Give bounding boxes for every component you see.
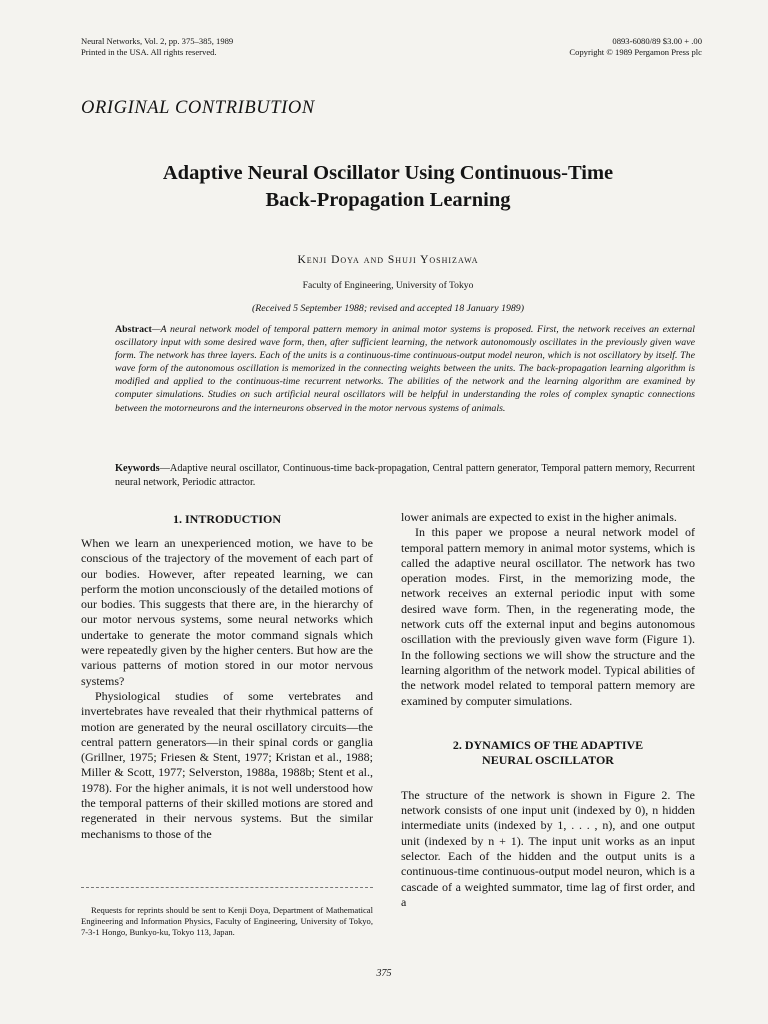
- journal-citation: [81, 36, 233, 58]
- paper-title: [80, 160, 696, 214]
- dynamics-paragraph-1: The structure of the network is shown in Figure 2. The network consists of one input unit (indexed by 0), n hidden intermediate units (indexed by 1, . . . , n), and one output unit (indexed by n + 1). The input unit works as an input selector. Each of the hidden and the output units is a continuous-time continuous-output model neuron, which is a cascade of a weighted summator, time lag of first order, and a: [401, 787, 695, 909]
- copyright-line: Copyright © 1989 Pergamon Press plc: [569, 47, 702, 57]
- abstract: [115, 323, 695, 415]
- dynamics-heading-line-2: NEURAL OSCILLATOR: [482, 752, 614, 767]
- intro-heading: 1. INTRODUCTION: [172, 512, 281, 526]
- article-type: ORIGINAL CONTRIBUTION: [81, 98, 315, 118]
- dynamics-heading-line-1: 2. DYNAMICS OF THE ADAPTIVE: [452, 737, 644, 752]
- intro-paragraph-2: Physiological studies of some vertebrates and invertebrates have revealed that their rhythmical patterns of motion are generated by the neural oscillatory circuits—the central pattern generators—in their spinal cords or ganglia (Grillner, 1975; Friesen & Stent, 1977; Kristan et al., 1988; Miller & Scott, 1977; Selverston, 1988a, 1988b; Stent et al., 1978). For the higher animals, it is not well understood how the temporal patterns of their skilled motions are stored and regenerated in their nervous systems. But the similar mechanisms to those of the: [81, 688, 373, 841]
- citation-line: Neural Networks, Vol. 2, pp. 375–385, 1989: [81, 36, 234, 46]
- keywords-text: —Adaptive neural oscillator, Continuous-time back-propagation, Central pattern generator, Temporal pattern memory, Recurrent neural network, Periodic attractor.: [115, 463, 695, 488]
- keywords: [115, 462, 695, 490]
- affiliation: Faculty of Engineering, University of Tokyo: [302, 280, 474, 291]
- dynamics-heading: [401, 738, 695, 768]
- keywords-label: Keywords: [115, 463, 160, 474]
- intro-paragraph-1: When we learn an unexperienced motion, we have to be conscious of the trajectory of the movement of each part of our bodies. However, after repeated learning, we can perform the motion unconsciously of the detailed motions of our bodies. This suggests that there are, in the hierarchy of our motor nervous systems, some neural networks which undertake to generate the motor command signals which were repeatedly given by the higher centers. But how are the various patterns of motion stored in our motor nervous systems?: [81, 536, 373, 688]
- abstract-text: —A neural network model of temporal pattern memory in animal motor systems is proposed. First, the network receives an external oscillatory input with some desired wave form, then, after sufficient learning, the network autonomously oscillates in the previously given wave form. The network has three layers. Each of the units is a continuous-time continuous-output model neuron, which is not oscillatory by itself. The wave form of the autonomous oscillation is memorized in the connecting weights between the units. The back-propagation learning algorithm is modified and applied to the continuous-time recurrent networks. The abilities of the network and the learning algorithm are examined by computer simulations. Studies on such artificial neural oscillators will be helpful in understanding the roles of complex synaptic connections between the motorneurons and the interneurons observed in the motor nervous systems of animals.: [115, 324, 695, 414]
- title-line-1: Adaptive Neural Oscillator Using Continuous-Time: [162, 162, 614, 184]
- issn-line: 0893-6080/89 $3.00 + .00: [612, 36, 702, 46]
- footnote: Requests for reprints should be sent to Kenji Doya, Department of Mathematical Engineering and Information Physics, Faculty of Engineering, University of Tokyo, 7-3-1 Hongo, Bunkyo-ku, Tokyo 113, Japan.: [81, 905, 373, 937]
- intro-paragraph-cont: lower animals are expected to exist in the higher animals.: [401, 510, 677, 524]
- page-number: 375: [376, 968, 392, 979]
- right-column: [401, 510, 695, 910]
- copyright-block: [569, 36, 702, 58]
- abstract-label: Abstract: [115, 324, 152, 335]
- intro-paragraph-3: In this paper we propose a neural network model of temporal pattern memory in animal motor systems, which is called the adaptive neural oscillator. The network has two operation modes. First, in the memorizing mode, the network receives an external periodic input with some desired wave form. Then, in the regenerating mode, the network cuts off the external input and begins autonomous oscillation with the previously given wave form (Figure 1). In the following sections we will show the structure and the learning algorithm of the network model. Typical abilities of the network model related to temporal pattern memory are examined by computer simulations.: [401, 525, 695, 708]
- rights-line: Printed in the USA. All rights reserved.: [81, 47, 217, 57]
- left-column: [81, 512, 373, 842]
- authors: Kenji Doya and Shuji Yoshizawa: [297, 254, 479, 266]
- footnote-rule: [81, 887, 373, 888]
- title-line-2: Back-Propagation Learning: [265, 189, 511, 211]
- received-dates: (Received 5 September 1988; revised and accepted 18 January 1989): [252, 303, 524, 314]
